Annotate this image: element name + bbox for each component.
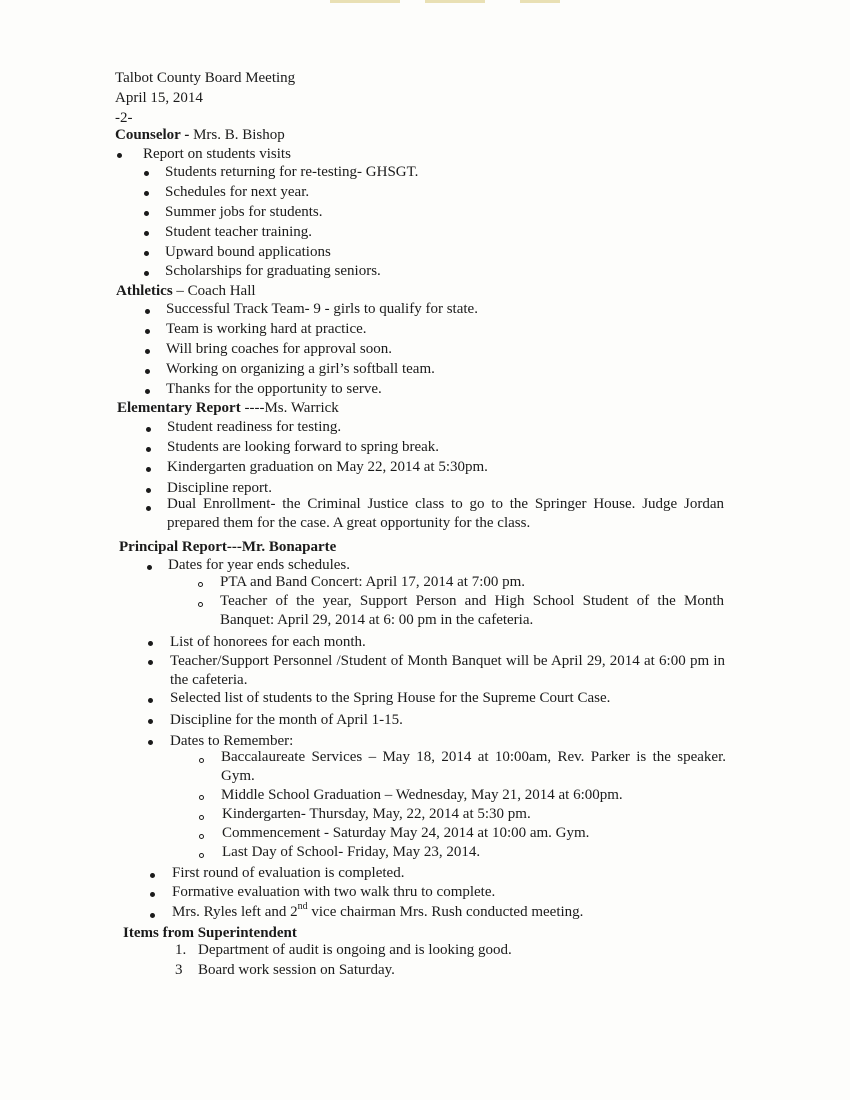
meeting-date: April 15, 2014 xyxy=(115,90,203,106)
list-item: Student readiness for testing. xyxy=(167,419,342,435)
list-item: Successful Track Team- 9 - girls to qualify for state. xyxy=(166,301,478,317)
bullet-icon xyxy=(145,329,150,334)
bullet-icon xyxy=(146,427,151,432)
page-number: -2- xyxy=(115,110,133,126)
sub-bullet-icon xyxy=(199,815,204,820)
list-item: Working on organizing a girl’s softball team. xyxy=(166,361,435,377)
bullet-icon xyxy=(148,641,153,646)
counselor-heading xyxy=(115,126,285,145)
bullet-icon xyxy=(150,873,155,878)
list-item: Kindergarten graduation on May 22, 2014 at 5:30pm. xyxy=(167,459,488,475)
bullet-icon xyxy=(148,660,153,665)
meeting-title: Talbot County Board Meeting xyxy=(115,70,296,86)
list-item: Scholarships for graduating seniors. xyxy=(165,263,381,279)
bullet-icon xyxy=(117,153,122,158)
list-item: Dates for year ends schedules. xyxy=(168,557,351,573)
list-item: Department of audit is ongoing and is looking good. xyxy=(198,942,512,958)
counselor-title: Counselor - xyxy=(115,127,190,143)
list-item xyxy=(172,903,583,922)
athletics-heading xyxy=(116,282,256,301)
scan-artifact xyxy=(330,0,570,3)
bullet-icon xyxy=(148,740,153,745)
list-item: Formative evaluation with two walk thru to complete. xyxy=(172,884,496,900)
elementary-heading xyxy=(117,399,339,418)
elementary-name: ----Ms. Warrick xyxy=(240,400,339,416)
bullet-icon xyxy=(150,892,155,897)
elementary-title: Elementary Report xyxy=(117,400,241,416)
ryles-text-end: vice chairman Mrs. Rush conducted meeting. xyxy=(307,904,584,920)
list-item: Dates to Remember: xyxy=(170,733,294,749)
athletics-title: Athletics xyxy=(116,283,173,299)
list-item: Students returning for re-testing- GHSGT. xyxy=(165,164,419,180)
sub-list-item: Middle School Graduation – Wednesday, May 21, 2014 at 6:00pm. xyxy=(221,787,623,803)
bullet-icon xyxy=(147,565,152,570)
list-item: Board work session on Saturday. xyxy=(198,962,395,978)
athletics-coach: – Coach Hall xyxy=(172,283,256,299)
list-item: Team is working hard at practice. xyxy=(166,321,367,337)
list-item: Teacher/Support Personnel /Student of Month Banquet will be April 29, 2014 at 6:00 pm in the cafeteria. xyxy=(170,653,725,688)
bullet-icon xyxy=(144,231,149,236)
sub-list-item: Baccalaureate Services – May 18, 2014 at 10:00am, Rev. Parker is the speaker. Gym. xyxy=(221,749,726,784)
sub-bullet-icon xyxy=(199,834,204,839)
counselor-main-item: Report on students visits xyxy=(143,146,291,162)
sub-bullet-icon xyxy=(199,758,204,763)
bullet-icon xyxy=(148,719,153,724)
principal-heading: Principal Report---Mr. Bonaparte xyxy=(119,539,337,555)
list-item: Upward bound applications xyxy=(165,244,331,260)
superintendent-heading: Items from Superintendent xyxy=(123,925,297,941)
sub-list-item: Kindergarten- Thursday, May, 22, 2014 at 5:30 pm. xyxy=(222,806,531,822)
bullet-icon xyxy=(146,488,151,493)
bullet-icon xyxy=(146,467,151,472)
list-item: Discipline report. xyxy=(167,480,272,496)
bullet-icon xyxy=(146,506,151,511)
list-item: Student teacher training. xyxy=(165,224,313,240)
bullet-icon xyxy=(145,349,150,354)
list-item: Discipline for the month of April 1-15. xyxy=(170,712,403,728)
counselor-name: Mrs. B. Bishop xyxy=(189,127,285,143)
bullet-icon xyxy=(146,447,151,452)
bullet-icon xyxy=(144,251,149,256)
sub-bullet-icon xyxy=(199,853,204,858)
sub-bullet-icon xyxy=(198,602,203,607)
bullet-icon xyxy=(145,369,150,374)
list-item: Dual Enrollment- the Criminal Justice class to go to the Springer House. Judge Jordan prepared them for the case. A great opportunity for the class. xyxy=(167,496,724,531)
item-number: 3 xyxy=(175,962,183,978)
ordinal-suffix: nd xyxy=(297,901,308,912)
sub-list-item: Teacher of the year, Support Person and High School Student of the Month Banquet: April 29, 2014 at 6: 00 pm in the cafeteria. xyxy=(220,593,724,628)
sub-list-item: Commencement - Saturday May 24, 2014 at 10:00 am. Gym. xyxy=(222,825,590,841)
item-number: 1. xyxy=(175,942,187,958)
bullet-icon xyxy=(144,191,149,196)
sub-bullet-icon xyxy=(199,795,204,800)
list-item: Will bring coaches for approval soon. xyxy=(166,341,392,357)
bullet-icon xyxy=(145,309,150,314)
list-item: Schedules for next year. xyxy=(165,184,310,200)
list-item: Summer jobs for students. xyxy=(165,204,323,220)
bullet-icon xyxy=(150,913,155,918)
list-item: List of honorees for each month. xyxy=(170,634,366,650)
sub-list-item: PTA and Band Concert: April 17, 2014 at 7:00 pm. xyxy=(220,574,526,590)
bullet-icon xyxy=(144,211,149,216)
bullet-icon xyxy=(148,698,153,703)
list-item: Students are looking forward to spring break. xyxy=(167,439,440,455)
list-item: Selected list of students to the Spring House for the Supreme Court Case. xyxy=(170,690,611,706)
bullet-icon xyxy=(145,389,150,394)
sub-bullet-icon xyxy=(198,582,203,587)
list-item: Thanks for the opportunity to serve. xyxy=(166,381,382,397)
bullet-icon xyxy=(144,171,149,176)
bullet-icon xyxy=(144,271,149,276)
sub-list-item: Last Day of School- Friday, May 23, 2014. xyxy=(222,844,481,860)
list-item: First round of evaluation is completed. xyxy=(172,865,405,881)
ryles-text-start: Mrs. Ryles left and 2 xyxy=(172,904,298,920)
